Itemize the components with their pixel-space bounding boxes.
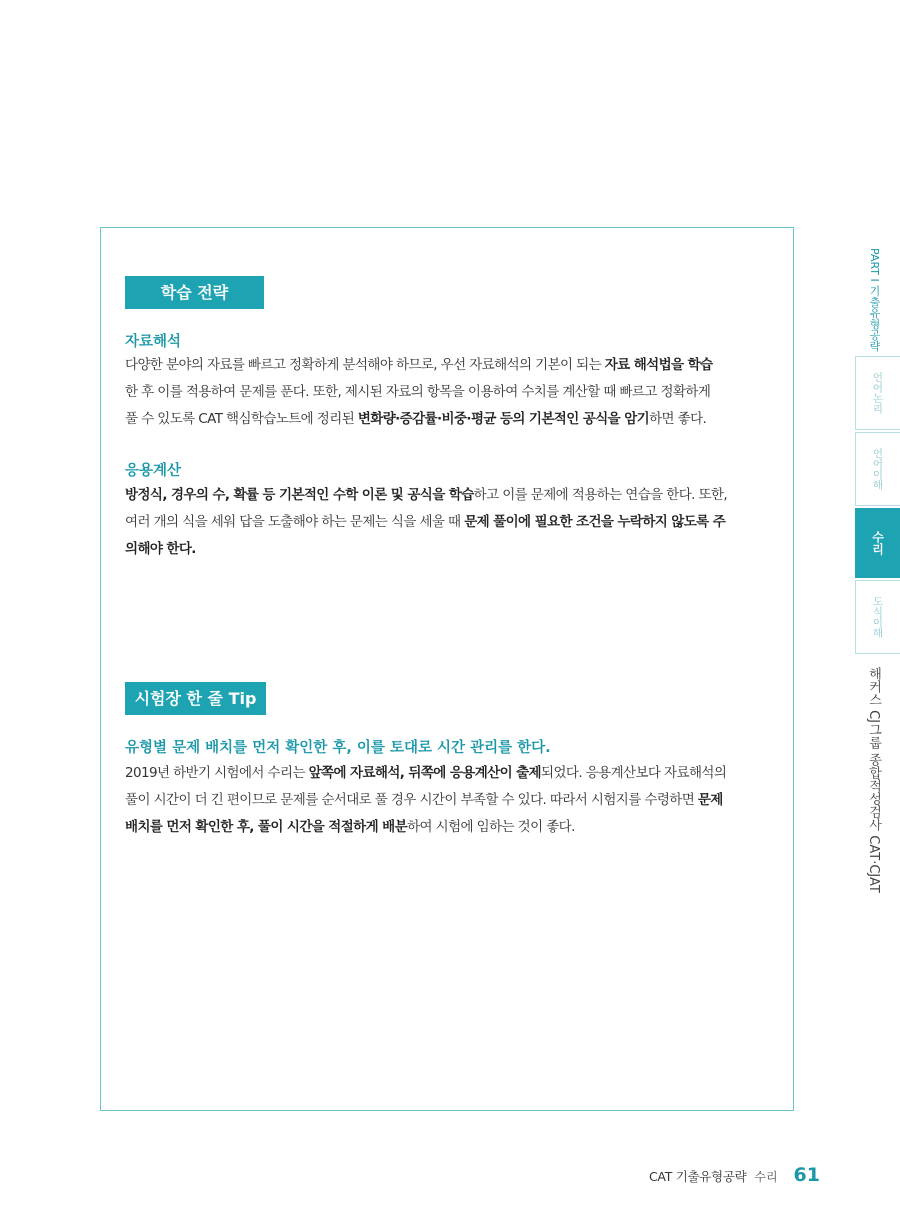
part-label: PART I 기출유형공략 <box>868 248 881 352</box>
tip-line-1: 2019년 하반기 시험에서 수리는 앞쪽에 자료해석, 뒤쪽에 응용계산이 출제되었다. 응용계산보다 자료해석의 <box>125 765 727 781</box>
tab-언어논리[interactable] <box>855 356 900 430</box>
tab-label: 수리 <box>870 531 885 555</box>
strategy-1-line-2: 한 후 이를 적용하여 문제를 푼다. 또한, 제시된 자료의 항목을 이용하여 수치를 계산할 때 빠르고 정확하게 <box>125 384 711 400</box>
page-number: 61 <box>793 1164 820 1186</box>
strategy-2-line-2: 여러 개의 식을 세워 답을 도출해야 하는 문제는 식을 세울 때 문제 풀이에 필요한 조건을 누락하지 않도록 주 <box>125 514 726 530</box>
strategy-1-line-3: 풀 수 있도록 CAT 핵심학습노트에 정리된 변화량·증감률·비중·평균 등의 기본적인 공식을 암기하면 좋다. <box>125 411 707 427</box>
strategy-subhead-1: 자료해석 <box>125 334 182 350</box>
book-title: 해커스 CJ그룹 종합적성검사 CAT·CJAT <box>866 667 881 893</box>
tab-label: 도식이해 <box>871 596 884 638</box>
tab-언어이해[interactable] <box>855 432 900 506</box>
tab-label: 언어이해 <box>871 448 884 490</box>
footer-subtitle: 수리 <box>754 1170 778 1184</box>
page-footer <box>649 1164 820 1188</box>
strategy-paragraph-2 <box>125 482 773 563</box>
strategy-badge: 학습 전략 <box>125 276 264 309</box>
tip-paragraph <box>125 760 773 841</box>
strategy-2-line-1: 방정식, 경우의 수, 확률 등 기본적인 수학 이론 및 공식을 학습하고 이를 문제에 적용하는 연습을 한다. 또한, <box>125 487 728 503</box>
footer-title: CAT 기출유형공략 <box>648 1169 747 1184</box>
tip-headline: 유형별 문제 배치를 먼저 확인한 후, 이를 토대로 시간 관리를 한다. <box>125 740 551 756</box>
strategy-2-line-3: 의해야 한다. <box>125 541 196 557</box>
strategy-paragraph-1 <box>125 352 773 433</box>
tip-section <box>125 682 773 835</box>
tab-수리[interactable] <box>855 508 900 578</box>
strategy-section <box>125 276 773 557</box>
strategy-subhead-2: 응용계산 <box>125 463 182 479</box>
tip-badge: 시험장 한 줄 Tip <box>125 682 266 715</box>
tab-label: 언어논리 <box>871 372 884 414</box>
tab-도식이해[interactable] <box>855 580 900 654</box>
strategy-1-line-1: 다양한 분야의 자료를 빠르고 정확하게 분석해야 하므로, 우선 자료해석의 기본이 되는 자료 해석법을 학습 <box>125 357 713 373</box>
tip-line-3: 배치를 먼저 확인한 후, 풀이 시간을 적절하게 배분하여 시험에 임하는 것이 좋다. <box>125 819 575 835</box>
tip-line-2: 풀이 시간이 더 긴 편이므로 문제를 순서대로 풀 경우 시간이 부족할 수 있다. 따라서 시험지를 수령하면 문제 <box>125 792 723 808</box>
